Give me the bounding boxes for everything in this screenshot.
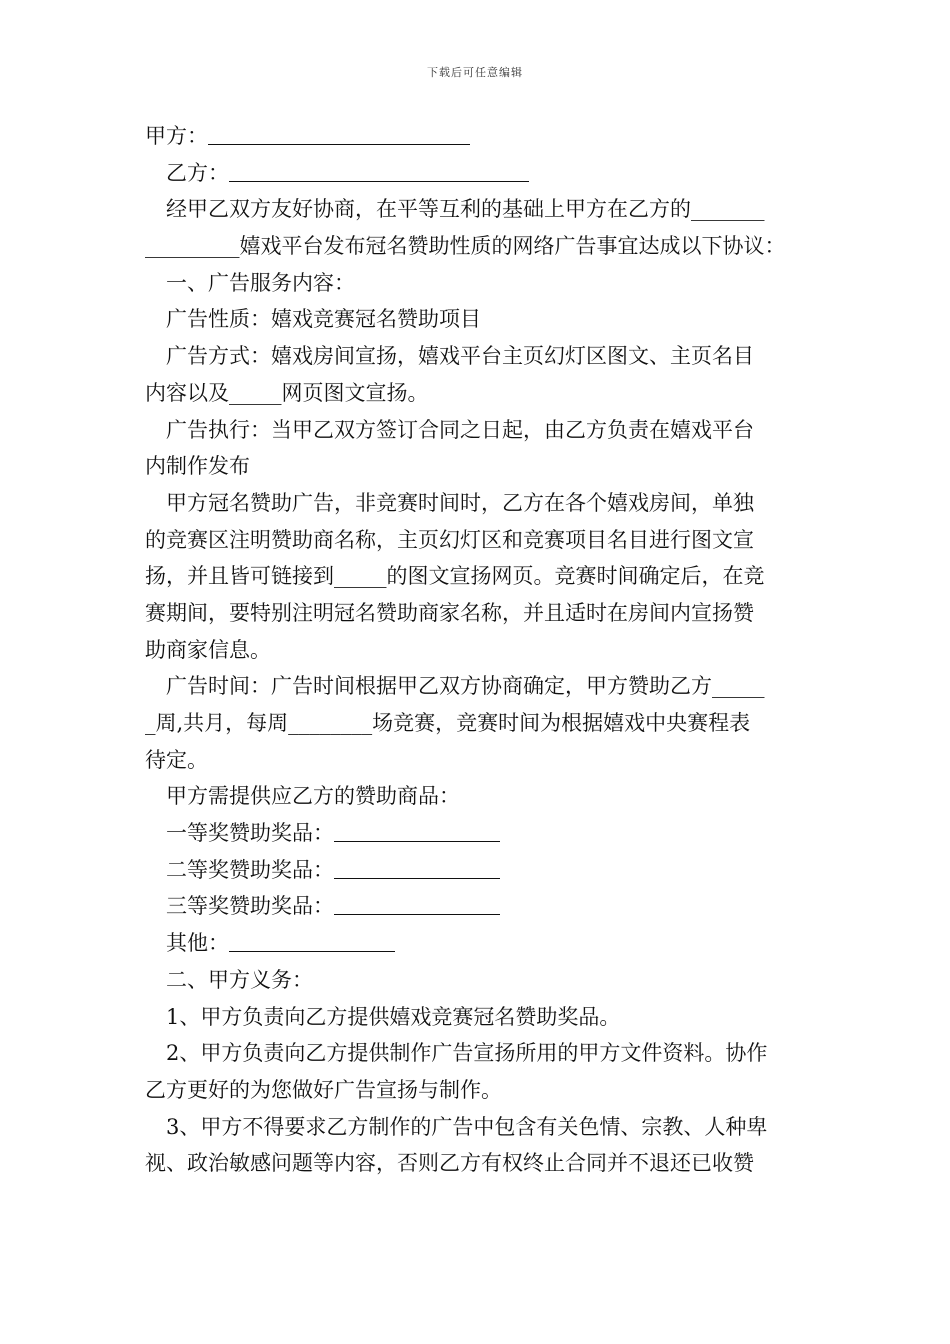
line-text: 2、甲方负责向乙方提供制作广告宣扬所用的甲方文件资料。协作 xyxy=(166,1041,768,1066)
line-text: 二、甲方义务： xyxy=(166,967,313,992)
text-line xyxy=(145,412,810,449)
line-text: 1、甲方负责向乙方提供嬉戏竞赛冠名赞助奖品。 xyxy=(166,1004,621,1029)
fill-in-blank xyxy=(229,931,395,952)
text-line xyxy=(145,301,810,338)
line-text: 甲方需提供应乙方的赞助商品： xyxy=(166,784,460,809)
fill-in-blank xyxy=(334,894,500,915)
text-line xyxy=(145,852,810,889)
line-text: 待定。 xyxy=(145,747,208,772)
line-text: 其他： xyxy=(166,931,229,956)
text-line xyxy=(145,155,810,192)
line-text: 一、广告服务内容： xyxy=(166,270,355,295)
line-text: 赛期间，要特别注明冠名赞助商家名称，并且适时在房间内宣扬赞 xyxy=(145,600,754,625)
contract-body xyxy=(145,118,810,1182)
text-line xyxy=(145,742,810,779)
line-text: 扬，并且皆可链接到_____的图文宣扬网页。竞赛时间确定后，在竞 xyxy=(145,564,765,589)
text-line xyxy=(145,962,810,999)
line-text: 甲方冠名赞助广告，非竞赛时间时，乙方在各个嬉戏房间，单独 xyxy=(166,490,754,515)
text-line xyxy=(145,999,810,1036)
text-line xyxy=(145,191,810,228)
text-line xyxy=(145,595,810,632)
text-line xyxy=(145,338,810,375)
fill-in-blank xyxy=(334,858,500,879)
fill-in-blank xyxy=(229,161,529,182)
text-line xyxy=(145,1072,810,1109)
line-text: 广告性质：嬉戏竞赛冠名赞助项目 xyxy=(166,307,481,332)
text-line xyxy=(145,705,810,742)
line-text: 三等奖赞助奖品： xyxy=(166,894,334,919)
text-line xyxy=(145,485,810,522)
line-text: 视、政治敏感问题等内容，否则乙方有权终止合同并不退还已收赞 xyxy=(145,1151,754,1176)
line-text: 二等奖赞助奖品： xyxy=(166,857,334,882)
line-text: 内容以及_____网页图文宣扬。 xyxy=(145,380,429,405)
text-line xyxy=(145,815,810,852)
line-text: 乙方更好的为您做好广告宣扬与制作。 xyxy=(145,1077,502,1102)
line-text: 经甲乙双方友好协商，在平等互利的基础上甲方在乙方的_______ xyxy=(166,197,765,222)
line-text: 一等奖赞助奖品： xyxy=(166,821,334,846)
text-line xyxy=(145,558,810,595)
line-text: _周,共月，每周________场竞赛，竞赛时间为根据嬉戏中央赛程表 xyxy=(145,711,751,735)
text-line xyxy=(145,1109,810,1146)
line-text: 广告时间：广告时间根据甲乙双方协商确定，甲方赞助乙方_____ xyxy=(166,674,765,699)
text-line xyxy=(145,1035,810,1072)
fill-in-blank xyxy=(208,124,470,145)
text-line xyxy=(145,228,810,265)
text-line xyxy=(145,375,810,412)
text-line xyxy=(145,778,810,815)
text-line xyxy=(145,925,810,962)
line-text: 3、甲方不得要求乙方制作的广告中包含有关色情、宗教、人种卑 xyxy=(166,1114,768,1139)
text-line xyxy=(145,448,810,485)
line-text: 乙方： xyxy=(166,160,229,185)
line-text: 广告方式：嬉戏房间宣扬，嬉戏平台主页幻灯区图文、主页名目 xyxy=(166,344,754,369)
line-text: 助商家信息。 xyxy=(145,637,271,662)
text-line xyxy=(145,118,810,155)
line-text: 甲方： xyxy=(145,124,208,148)
line-text: 内制作发布 xyxy=(145,454,250,479)
text-line xyxy=(145,1145,810,1182)
text-line xyxy=(145,668,810,705)
text-line xyxy=(145,632,810,669)
line-text: _________嬉戏平台发布冠名赞助性质的网络广告事宜达成以下协议： xyxy=(145,234,786,259)
line-text: 广告执行：当甲乙双方签订合同之日起，由乙方负责在嬉戏平台 xyxy=(166,417,754,442)
text-line xyxy=(145,265,810,302)
text-line xyxy=(145,522,810,559)
page-header: 下载后可任意编辑 xyxy=(427,66,523,79)
line-text: 的竞赛区注明赞助商名称，主页幻灯区和竞赛项目名目进行图文宣 xyxy=(145,527,754,552)
fill-in-blank xyxy=(334,821,500,842)
text-line xyxy=(145,888,810,925)
